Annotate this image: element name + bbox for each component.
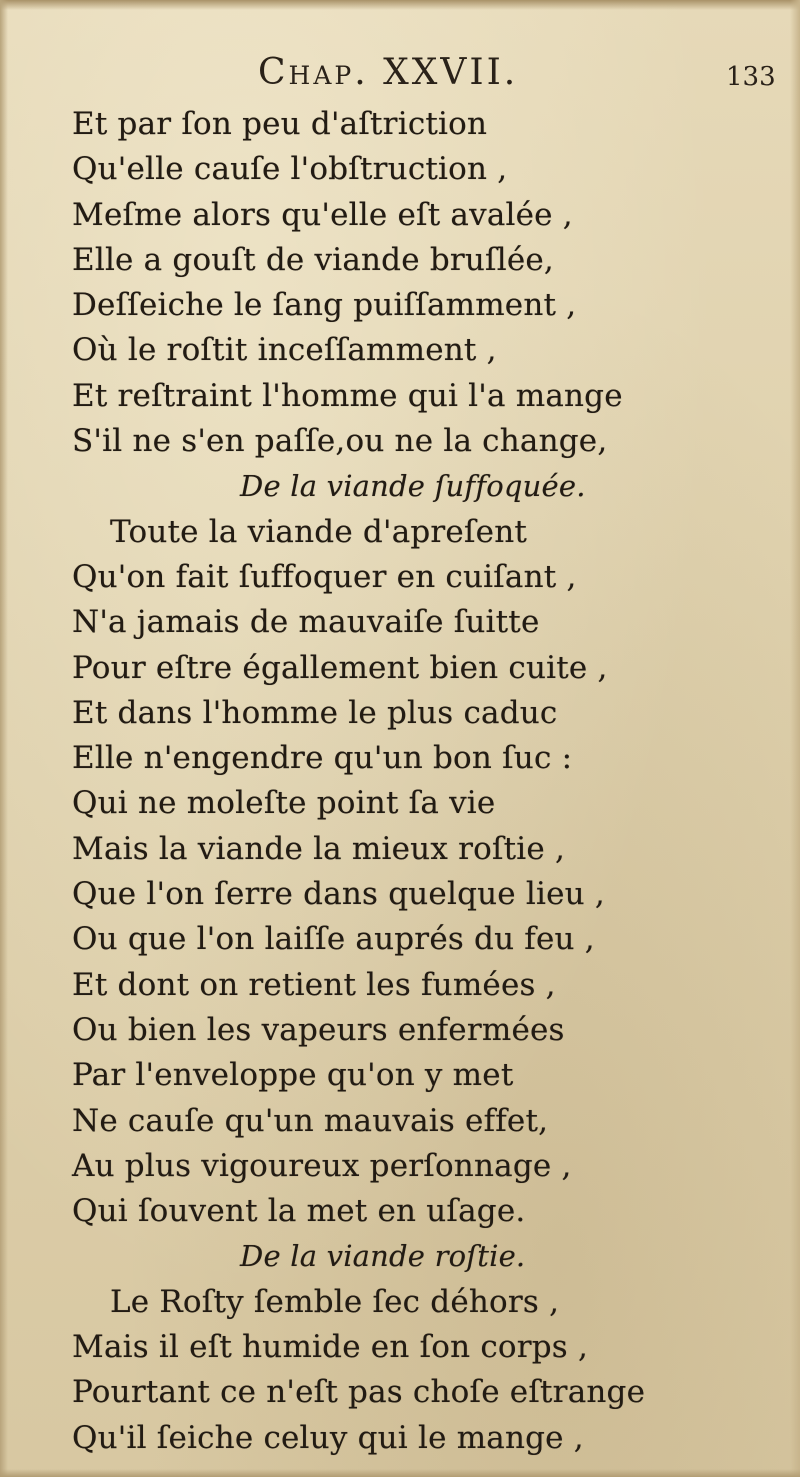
verse-line: S'il ne s'en paſſe,ou ne la change, [72,423,608,460]
verse-block [72,102,732,1461]
section-heading: De la viande roſtie. [240,1239,526,1274]
running-head: Chap. XXVII. [258,52,519,93]
verse-line: Qu'il ſeiche celuy qui le mange , [72,1419,584,1456]
verse-line: Par l'enveloppe qu'on y met [72,1057,514,1094]
verse-line: Pourtant ce n'eſt pas choſe eſtrange [72,1374,646,1411]
page-edge-right [790,0,800,1477]
verse-line: Qui ſouvent la met en uſage. [72,1193,526,1230]
verse-line: Elle a gouſt de viande bruſlée, [72,241,554,278]
page-number: 133 [726,62,776,92]
page-edge-bottom [0,1469,800,1477]
verse-line: Et dont on retient les fumées , [72,966,556,1003]
verse-line: Ne cauſe qu'un mauvais effet, [72,1102,549,1139]
verse-line: Qu'elle cauſe l'obſtruction , [72,151,508,188]
page-edge-left [0,0,8,1477]
verse-line: Ou que l'on laiſſe auprés du feu , [72,921,595,958]
verse-line: Et par ſon peu d'aſtriction [72,106,488,142]
page-edge-top [0,0,800,10]
verse-line: Qu'on fait ſuffoquer en cuiſant , [72,558,577,595]
verse-line: Ou bien les vapeurs enfermées [72,1011,565,1048]
verse-line: Deſſeiche le ſang puiſſamment , [72,287,577,324]
verse-line: Toute la viande d'apreſent [110,513,528,550]
verse-line: Qui ne moleſte point ſa vie [72,785,496,822]
verse-line: Elle n'engendre qu'un bon ſuc : [72,740,573,777]
verse-line: Le Roſty ſemble ſec déhors , [110,1283,560,1320]
verse-line: Mais la viande la mieux roſtie , [72,830,566,867]
verse-line: Et dans l'homme le plus caduc [72,694,558,731]
verse-line: Que l'on ſerre dans quelque lieu , [72,876,605,913]
verse-line: Où le roſtit inceſſamment , [72,332,497,369]
verse-line: Et reſtraint l'homme qui l'a mange [72,377,623,414]
verse-line: Au plus vigoureux perſonnage , [72,1147,572,1184]
verse-line: Pour eſtre égallement bien cuite , [72,649,608,686]
verse-line: Meſme alors qu'elle eſt avalée , [72,196,573,233]
verse-line: N'a jamais de mauvaiſe ſuitte [72,604,540,641]
verse-line: Mais il eſt humide en ſon corps , [72,1329,589,1366]
section-heading: De la viande ſuffoquée. [240,469,586,504]
